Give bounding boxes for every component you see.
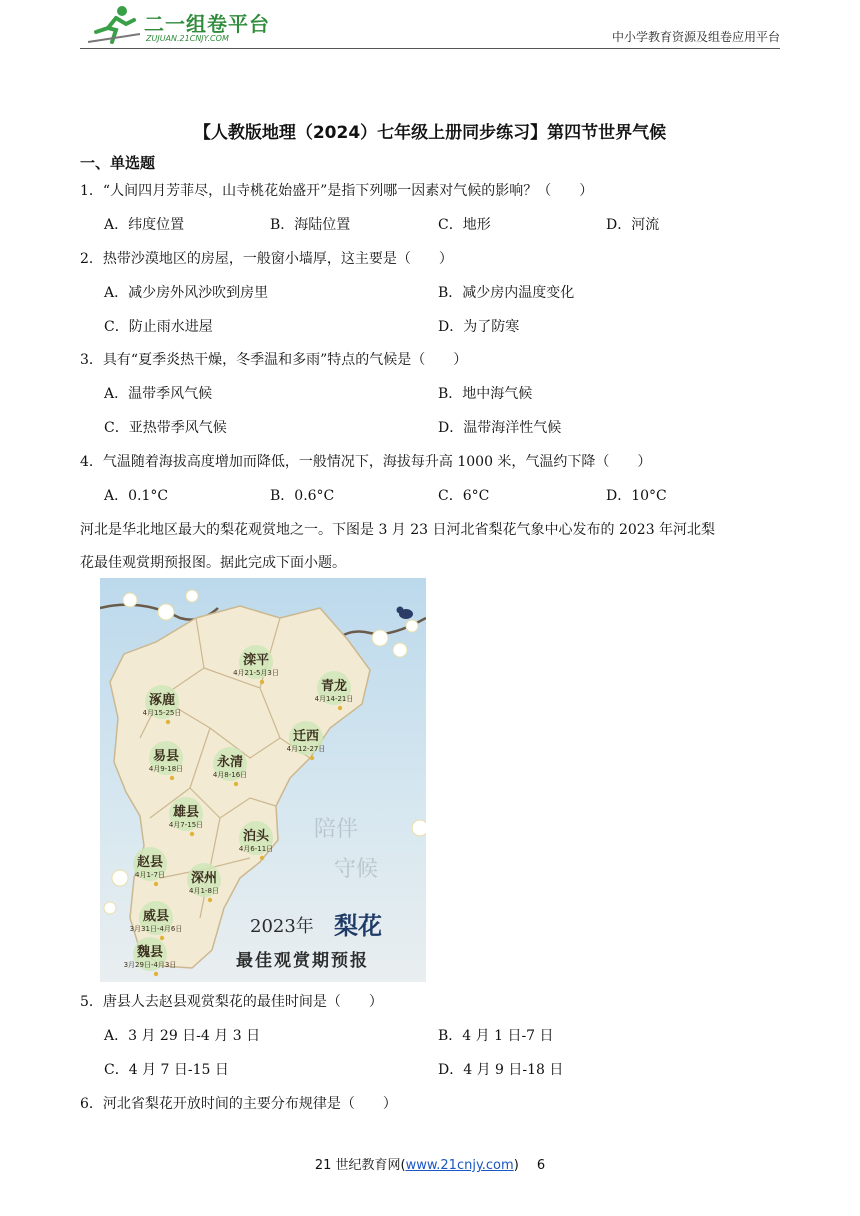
logo-text: 二一组卷平台 bbox=[144, 12, 270, 36]
city-name: 永清 bbox=[216, 755, 244, 770]
question-4-stem: 4．气温随着海拔高度增加而降低，一般情况下，海拔每升高 1000 米，气温约下降（ ） bbox=[80, 454, 652, 470]
question-5-option-c[interactable]: C．4 月 7 日-15 日 bbox=[104, 1062, 229, 1078]
question-3-option-a[interactable]: A．温带季风气候 bbox=[104, 386, 213, 402]
runner-logo-icon bbox=[86, 4, 142, 44]
city-location-dot bbox=[260, 856, 264, 860]
city-name: 青龙 bbox=[320, 679, 348, 694]
page-header bbox=[80, 0, 780, 49]
question-1-option-a[interactable]: A．纬度位置 bbox=[104, 217, 185, 233]
city-date: 4月1-8日 bbox=[189, 887, 219, 895]
city-date: 4月21-5月3日 bbox=[233, 669, 279, 677]
city-location-dot bbox=[170, 776, 174, 780]
slogan-text-2: 守候 bbox=[334, 857, 379, 882]
city-date: 4月7-15日 bbox=[168, 821, 204, 829]
city-location-dot bbox=[260, 680, 264, 684]
city-date: 4月8-16日 bbox=[212, 771, 248, 779]
question-4-option-b[interactable]: B．0.6°C bbox=[270, 488, 335, 504]
question-3-option-d[interactable]: D．温带海洋性气候 bbox=[438, 420, 562, 436]
city-name: 威县 bbox=[142, 909, 170, 924]
footer-prefix: 21 世纪教育网( bbox=[314, 1158, 406, 1173]
city-name: 易县 bbox=[152, 749, 180, 764]
city-date: 3月31日-4月6日 bbox=[129, 925, 183, 933]
question-3-option-c[interactable]: C．亚热带季风气候 bbox=[104, 420, 227, 436]
question-5-option-a[interactable]: A．3 月 29 日-4 月 3 日 bbox=[104, 1028, 261, 1044]
page-number: 6 bbox=[536, 1158, 546, 1173]
city-date: 4月14-21日 bbox=[314, 695, 354, 703]
slogan-text-1: 陪伴 bbox=[314, 817, 359, 842]
map-subtitle: 最佳观赏期预报 bbox=[236, 951, 369, 971]
city-location-dot bbox=[190, 832, 194, 836]
city-date: 4月15-25日 bbox=[142, 709, 182, 717]
city-location-dot bbox=[310, 756, 314, 760]
city-name: 滦平 bbox=[242, 653, 270, 668]
city-location-dot bbox=[154, 882, 158, 886]
logo-subtext: ZUJUAN.21CNJY.COM bbox=[146, 34, 229, 43]
question-5-stem: 5．唐县人去赵县观赏梨花的最佳时间是（ ） bbox=[80, 994, 383, 1010]
city-name: 迁西 bbox=[292, 729, 320, 744]
passage-line-1: 河北是华北地区最大的梨花观赏地之一。下图是 3 月 23 日河北省梨花气象中心发布的 2023 年河北梨 bbox=[80, 522, 716, 538]
question-1-stem: 1．“人间四月芳菲尽，山寺桃花始盛开”是指下列哪一因素对气候的影响？（ ） bbox=[80, 183, 594, 199]
page-title: 【人教版地理（2024）七年级上册同步练习】第四节世界气候 bbox=[193, 123, 667, 143]
question-2-stem: 2．热带沙漠地区的房屋，一般窗小墙厚，这主要是（ ） bbox=[80, 251, 453, 267]
city-location-dot bbox=[208, 898, 212, 902]
question-5-option-d[interactable]: D．4 月 9 日-18 日 bbox=[438, 1062, 564, 1078]
question-4-option-c[interactable]: C．6°C bbox=[438, 488, 490, 504]
question-1-option-c[interactable]: C．地形 bbox=[438, 217, 491, 233]
city-location-dot bbox=[338, 706, 342, 710]
map-year-text: 2023年 bbox=[250, 916, 314, 937]
city-location-dot bbox=[166, 720, 170, 724]
section-heading: 一、单选题 bbox=[80, 154, 156, 172]
question-2-option-b[interactable]: B．减少房内温度变化 bbox=[438, 285, 575, 301]
passage-line-2: 花最佳观赏期预报图。据此完成下面小题。 bbox=[80, 555, 346, 571]
pear-blossom-forecast-map bbox=[100, 578, 426, 982]
city-location-dot bbox=[234, 782, 238, 786]
city-location-dot bbox=[160, 936, 164, 940]
platform-logo[interactable] bbox=[86, 4, 276, 44]
header-right-text: 中小学教育资源及组卷应用平台 bbox=[611, 30, 780, 44]
city-name: 泊头 bbox=[242, 829, 270, 844]
question-1-option-b[interactable]: B．海陆位置 bbox=[270, 217, 351, 233]
question-4-option-a[interactable]: A．0.1°C bbox=[104, 488, 169, 504]
city-name: 深州 bbox=[190, 871, 218, 886]
city-date: 4月12-27日 bbox=[286, 745, 326, 753]
question-6-stem: 6．河北省梨花开放时间的主要分布规律是（ ） bbox=[80, 1096, 397, 1112]
city-date: 4月9-18日 bbox=[148, 765, 184, 773]
city-name: 雄县 bbox=[172, 805, 200, 820]
city-name: 魏县 bbox=[136, 945, 164, 960]
question-3-stem: 3．具有“夏季炎热干燥，冬季温和多雨”特点的气候是（ ） bbox=[80, 352, 468, 368]
city-date: 4月1-7日 bbox=[135, 871, 165, 879]
city-name: 涿鹿 bbox=[148, 693, 176, 708]
map-flower-text: 梨花 bbox=[334, 911, 382, 940]
city-location-dot bbox=[154, 972, 158, 976]
question-2-option-c[interactable]: C．防止雨水进屋 bbox=[104, 319, 213, 335]
question-3-option-b[interactable]: B．地中海气候 bbox=[438, 386, 533, 402]
question-1-option-d[interactable]: D．河流 bbox=[606, 217, 660, 233]
question-2-option-d[interactable]: D．为了防寒 bbox=[438, 319, 520, 335]
city-date: 3月29日-4月3日 bbox=[123, 961, 177, 969]
question-4-option-d[interactable]: D．10°C bbox=[606, 488, 667, 504]
page-footer bbox=[0, 1154, 860, 1173]
question-2-option-a[interactable]: A．减少房外风沙吹到房里 bbox=[104, 285, 269, 301]
question-5-option-b[interactable]: B．4 月 1 日-7 日 bbox=[438, 1028, 554, 1044]
footer-link[interactable]: www.21cnjy.com bbox=[405, 1158, 514, 1173]
footer-suffix: ) bbox=[513, 1158, 519, 1173]
city-name: 赵县 bbox=[136, 855, 164, 870]
city-date: 4月6-11日 bbox=[238, 845, 274, 853]
